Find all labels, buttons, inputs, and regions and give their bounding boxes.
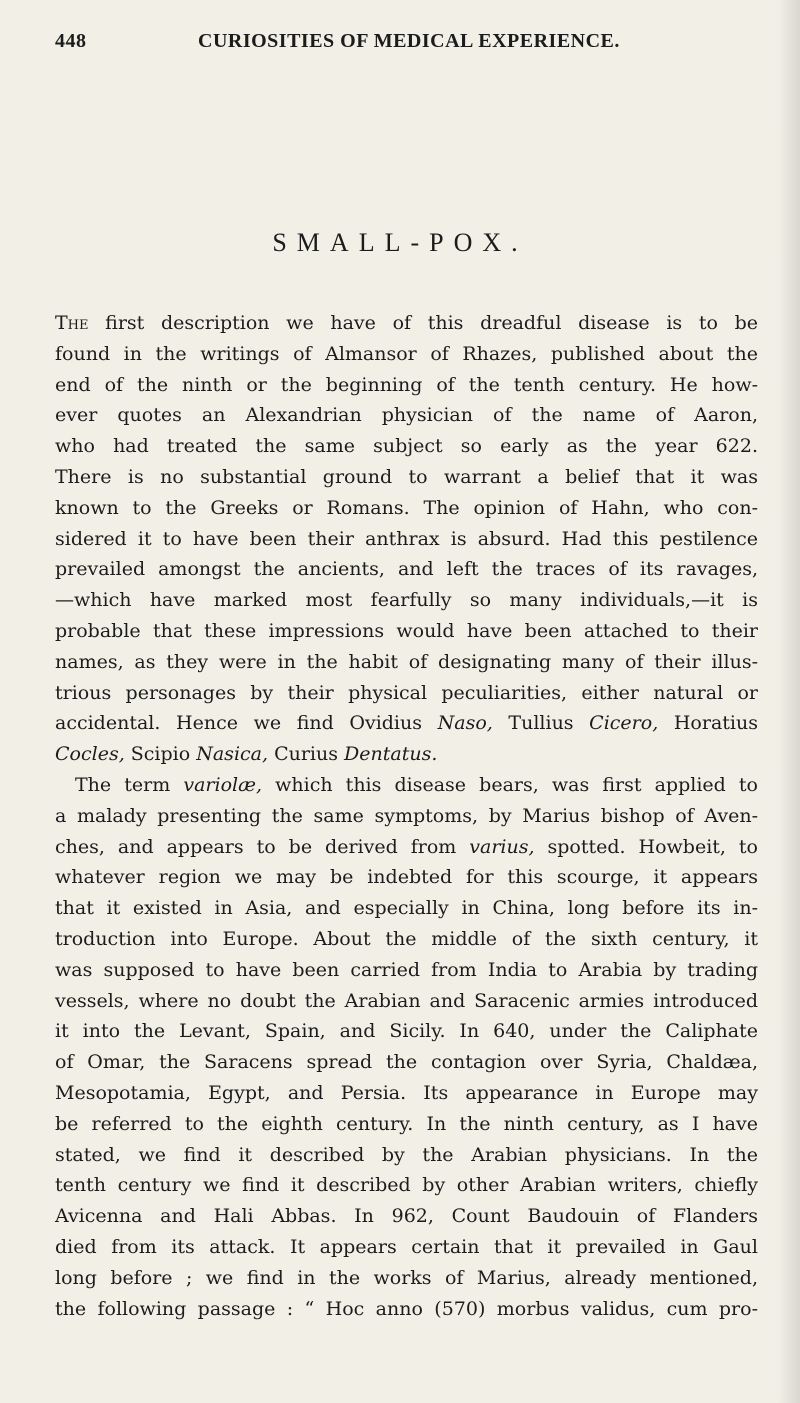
running-head: CURIOSITIES OF MEDICAL EXPERIENCE. <box>198 30 620 52</box>
text-line: tenth century we find it described by other Arabian writers, chiefly <box>55 1174 758 1197</box>
body-text <box>55 308 758 1324</box>
text-line: accidental. Hence we find Ovidius Naso, Tullius Cicero, Horatius <box>55 712 758 735</box>
text-line: of Omar, the Saracens spread the contagion over Syria, Chaldæa, <box>55 1051 758 1074</box>
text-line: it into the Levant, Spain, and Sicily. In 640, under the Caliphate <box>55 1020 758 1043</box>
text-line: The first description we have of this dreadful disease is to be <box>55 312 758 334</box>
text-line: died from its attack. It appears certain that it prevailed in Gaul <box>55 1235 758 1258</box>
text-line: trious personages by their physical peculiarities, either natural or <box>55 681 758 704</box>
text-line: was supposed to have been carried from India to Arabia by trading <box>55 958 758 981</box>
text-line: found in the writings of Almansor of Rhazes, published about the <box>55 342 758 365</box>
text-line: —which have marked most fearfully so many individuals,—it is <box>55 589 758 612</box>
text-line: who had treated the same subject so early as the year 622. <box>55 435 758 458</box>
text-line: Cocles, Scipio Nasica, Curius Dentatus. <box>55 743 438 766</box>
text-line: the following passage : “ Hoc anno (570) morbus validus, cum pro- <box>55 1297 758 1320</box>
text-line: names, as they were in the habit of designating many of their illus- <box>55 650 758 673</box>
text-line: The term variolæ, which this disease bears, was first applied to <box>75 773 758 796</box>
text-line: ever quotes an Alexandrian physician of the name of Aaron, <box>55 404 758 427</box>
text-line: There is no substantial ground to warrant a belief that it was <box>55 465 758 488</box>
text-line: known to the Greeks or Romans. The opinion of Hahn, who con- <box>55 496 758 519</box>
page-number: 448 <box>55 30 87 52</box>
text-line: probable that these impressions would have been attached to their <box>55 619 758 642</box>
text-line: long before ; we find in the works of Marius, already mentioned, <box>55 1266 758 1289</box>
text-line: that it existed in Asia, and especially in China, long before its in- <box>55 897 758 920</box>
text-line: prevailed amongst the ancients, and left the traces of its ravages, <box>55 558 758 581</box>
page-header <box>55 30 755 60</box>
text-line: a malady presenting the same symptoms, by Marius bishop of Aven- <box>55 804 758 827</box>
text-line: stated, we find it described by the Arabian physicians. In the <box>55 1143 758 1166</box>
page-edge-shadow <box>778 0 800 1403</box>
text-line: be referred to the eighth century. In the ninth century, as I have <box>55 1112 758 1135</box>
text-line: sidered it to have been their anthrax is absurd. Had this pestilence <box>55 527 758 550</box>
text-line: ches, and appears to be derived from varius, spotted. Howbeit, to <box>55 835 759 858</box>
drop-word: The <box>55 312 89 334</box>
chapter-title: SMALL-POX. <box>272 228 528 257</box>
text-line: troduction into Europe. About the middle of the sixth century, it <box>55 927 758 950</box>
text-line: whatever region we may be indebted for this scourge, it appears <box>55 866 758 889</box>
text-line: vessels, where no doubt the Arabian and Saracenic armies introduced <box>55 989 758 1012</box>
text-line: Avicenna and Hali Abbas. In 962, Count Baudouin of Flanders <box>55 1205 758 1228</box>
text-line: end of the ninth or the beginning of the tenth century. He how- <box>55 373 758 396</box>
text-line: Mesopotamia, Egypt, and Persia. Its appearance in Europe may <box>55 1081 758 1104</box>
